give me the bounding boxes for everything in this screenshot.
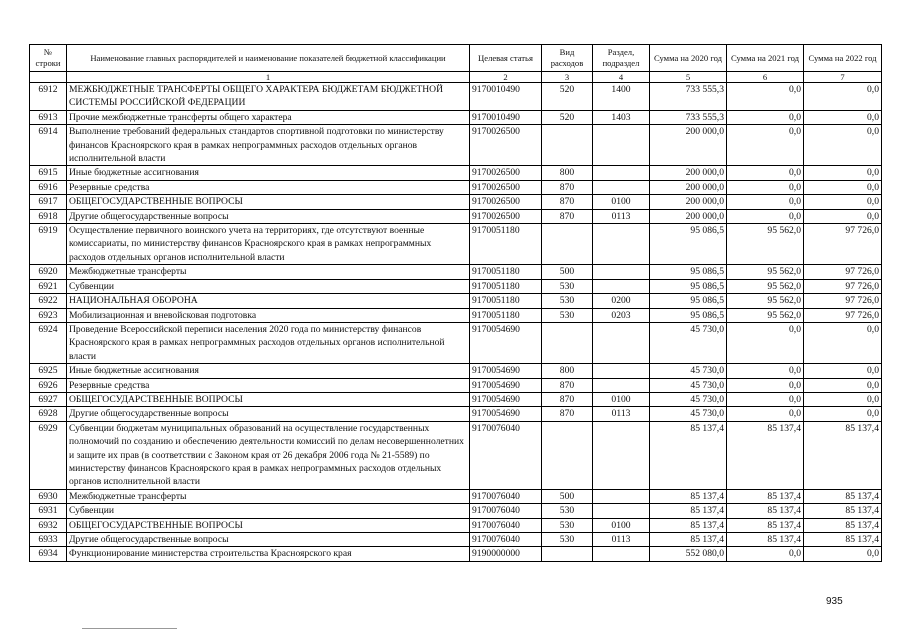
row-number-cell: 6914: [30, 125, 67, 166]
table-row: [30, 421, 882, 489]
sum-2021-cell: 95 562,0: [727, 265, 804, 279]
section-cell: [593, 279, 650, 293]
section-cell: 0100: [593, 195, 650, 209]
item-name-cell: ОБЩЕГОСУДАРСТВЕННЫЕ ВОПРОСЫ: [67, 392, 470, 406]
sum-2022-cell: 0,0: [804, 180, 882, 194]
item-name-cell: Осуществление первичного воинского учета на территориях, где отсутствуют военные комиссариаты, по министерству финансов Красноярского края в рамках непрограммных расходов отдельных органов исполнительной власти: [67, 224, 470, 265]
section-cell: 1403: [593, 110, 650, 124]
sum-2022-cell: 97 726,0: [804, 265, 882, 279]
item-name-cell: Иные бюджетные ассигнования: [67, 364, 470, 378]
section-cell: [593, 489, 650, 503]
section-cell: [593, 166, 650, 180]
sum-2022-cell: 0,0: [804, 166, 882, 180]
table-row: [30, 195, 882, 209]
row-number-cell: 6934: [30, 547, 67, 561]
header-name: Наименование главных распорядителей и наименование показателей бюджетной классификации: [67, 45, 470, 72]
table-row: [30, 308, 882, 322]
sum-2020-cell: 45 730,0: [650, 407, 727, 421]
target-article-cell: 9170076040: [470, 518, 542, 532]
item-name-cell: Иные бюджетные ассигнования: [67, 166, 470, 180]
table-row: [30, 224, 882, 265]
expense-type-cell: [542, 224, 593, 265]
row-number-cell: 6912: [30, 83, 67, 111]
expense-type-cell: 870: [542, 195, 593, 209]
sum-2020-cell: 45 730,0: [650, 378, 727, 392]
section-cell: [593, 224, 650, 265]
table-row: [30, 504, 882, 518]
section-cell: [593, 421, 650, 489]
sum-2022-cell: 97 726,0: [804, 224, 882, 265]
table-row: [30, 489, 882, 503]
target-article-cell: 9170051180: [470, 265, 542, 279]
column-number: 5: [650, 72, 727, 83]
sum-2022-cell: 97 726,0: [804, 308, 882, 322]
expense-type-cell: 500: [542, 265, 593, 279]
section-cell: 0113: [593, 533, 650, 547]
table-row: [30, 322, 882, 363]
sum-2021-cell: 0,0: [727, 125, 804, 166]
item-name-cell: Прочие межбюджетные трансферты общего характера: [67, 110, 470, 124]
sum-2021-cell: 0,0: [727, 378, 804, 392]
sum-2021-cell: 0,0: [727, 209, 804, 223]
target-article-cell: 9170054690: [470, 322, 542, 363]
target-article-cell: 9170051180: [470, 224, 542, 265]
target-article-cell: 9170054690: [470, 378, 542, 392]
header-row-number: № строки: [30, 45, 67, 72]
item-name-cell: Резервные средства: [67, 180, 470, 194]
target-article-cell: 9170026500: [470, 209, 542, 223]
column-number: 7: [804, 72, 882, 83]
column-number: 4: [593, 72, 650, 83]
column-number-empty: [30, 72, 67, 83]
expense-type-cell: 520: [542, 110, 593, 124]
row-number-cell: 6917: [30, 195, 67, 209]
target-article-cell: 9170010490: [470, 110, 542, 124]
sum-2020-cell: 200 000,0: [650, 209, 727, 223]
section-cell: [593, 322, 650, 363]
row-number-cell: 6925: [30, 364, 67, 378]
table-row: [30, 83, 882, 111]
sum-2021-cell: 95 562,0: [727, 279, 804, 293]
row-number-cell: 6932: [30, 518, 67, 532]
sum-2022-cell: 85 137,4: [804, 504, 882, 518]
row-number-cell: 6913: [30, 110, 67, 124]
section-cell: 0200: [593, 294, 650, 308]
sum-2020-cell: 200 000,0: [650, 125, 727, 166]
target-article-cell: 9170054690: [470, 392, 542, 406]
sum-2020-cell: 45 730,0: [650, 364, 727, 378]
row-number-cell: 6918: [30, 209, 67, 223]
item-name-cell: Выполнение требований федеральных стандартов спортивной подготовки по министерству финансов Красноярского края в рамках непрограммных расходов отдельных органов исполнительной власти: [67, 125, 470, 166]
sum-2022-cell: 85 137,4: [804, 518, 882, 532]
expense-type-cell: 500: [542, 489, 593, 503]
target-article-cell: 9170076040: [470, 504, 542, 518]
item-name-cell: Другие общегосударственные вопросы: [67, 407, 470, 421]
row-number-cell: 6933: [30, 533, 67, 547]
table-row: [30, 294, 882, 308]
sum-2020-cell: 45 730,0: [650, 322, 727, 363]
header-target-article: Целевая статья: [470, 45, 542, 72]
sum-2020-cell: 45 730,0: [650, 392, 727, 406]
sum-2020-cell: 200 000,0: [650, 195, 727, 209]
table-row: [30, 407, 882, 421]
header-section: Раздел, подраздел: [593, 45, 650, 72]
sum-2022-cell: 0,0: [804, 364, 882, 378]
sum-2022-cell: 0,0: [804, 322, 882, 363]
target-article-cell: 9170026500: [470, 166, 542, 180]
target-article-cell: 9170026500: [470, 180, 542, 194]
sum-2021-cell: 85 137,4: [727, 421, 804, 489]
item-name-cell: Субвенции: [67, 279, 470, 293]
sum-2022-cell: 97 726,0: [804, 279, 882, 293]
item-name-cell: МЕЖБЮДЖЕТНЫЕ ТРАНСФЕРТЫ ОБЩЕГО ХАРАКТЕРА БЮДЖЕТАМ БЮДЖЕТНОЙ СИСТЕМЫ РОССИЙСКОЙ ФЕДЕРАЦИИ: [67, 83, 470, 111]
table-row: [30, 279, 882, 293]
sum-2022-cell: 0,0: [804, 407, 882, 421]
column-number-row: [30, 72, 882, 83]
table-row: [30, 364, 882, 378]
sum-2022-cell: 85 137,4: [804, 421, 882, 489]
section-cell: 1400: [593, 83, 650, 111]
table-row: [30, 110, 882, 124]
section-cell: [593, 547, 650, 561]
sum-2020-cell: 85 137,4: [650, 518, 727, 532]
target-article-cell: 9170054690: [470, 364, 542, 378]
sum-2020-cell: 85 137,4: [650, 489, 727, 503]
expense-type-cell: 530: [542, 533, 593, 547]
sum-2020-cell: 733 555,3: [650, 110, 727, 124]
sum-2020-cell: 85 137,4: [650, 504, 727, 518]
expense-type-cell: 520: [542, 83, 593, 111]
target-article-cell: 9170026500: [470, 125, 542, 166]
item-name-cell: Проведение Всероссийской переписи населения 2020 года по министерству финансов Красноярского края в рамках непрограммных расходов отдельных органов исполнительной власти: [67, 322, 470, 363]
sum-2021-cell: 0,0: [727, 110, 804, 124]
sum-2021-cell: 85 137,4: [727, 533, 804, 547]
table-row: [30, 518, 882, 532]
expense-type-cell: 530: [542, 279, 593, 293]
sum-2020-cell: 95 086,5: [650, 279, 727, 293]
item-name-cell: Субвенции бюджетам муниципальных образований на осуществление государственных полномочий по созданию и обеспечению деятельности комиссий по делам несовершеннолетних и защите их прав (в соответствии с Законом края от 26 декабря 2006 года № 21-5589) по министерству финансов Красноярского края в рамках непрограммных расходов отдельных органов исполнительной власти: [67, 421, 470, 489]
row-number-cell: 6926: [30, 378, 67, 392]
target-article-cell: 9170076040: [470, 533, 542, 547]
expense-type-cell: 870: [542, 378, 593, 392]
sum-2022-cell: 0,0: [804, 195, 882, 209]
item-name-cell: Межбюджетные трансферты: [67, 489, 470, 503]
item-name-cell: Резервные средства: [67, 378, 470, 392]
sum-2020-cell: 95 086,5: [650, 294, 727, 308]
expense-type-cell: 800: [542, 364, 593, 378]
sum-2021-cell: 0,0: [727, 180, 804, 194]
target-article-cell: 9170054690: [470, 407, 542, 421]
target-article-cell: 9170026500: [470, 195, 542, 209]
sum-2020-cell: 85 137,4: [650, 533, 727, 547]
expense-type-cell: 870: [542, 209, 593, 223]
sum-2022-cell: 0,0: [804, 209, 882, 223]
column-number: 3: [542, 72, 593, 83]
section-cell: 0113: [593, 209, 650, 223]
item-name-cell: Другие общегосударственные вопросы: [67, 209, 470, 223]
target-article-cell: 9190000000: [470, 547, 542, 561]
header-sum-2020: Сумма на 2020 год: [650, 45, 727, 72]
table-row: [30, 166, 882, 180]
target-article-cell: 9170076040: [470, 421, 542, 489]
sum-2020-cell: 733 555,3: [650, 83, 727, 111]
sum-2022-cell: 0,0: [804, 83, 882, 111]
item-name-cell: ОБЩЕГОСУДАРСТВЕННЫЕ ВОПРОСЫ: [67, 195, 470, 209]
table-row: [30, 209, 882, 223]
sum-2021-cell: 0,0: [727, 407, 804, 421]
sum-2021-cell: 0,0: [727, 166, 804, 180]
sum-2020-cell: 200 000,0: [650, 180, 727, 194]
target-article-cell: 9170051180: [470, 308, 542, 322]
header-sum-2021: Сумма на 2021 год: [727, 45, 804, 72]
expense-type-cell: 530: [542, 294, 593, 308]
expense-type-cell: 870: [542, 407, 593, 421]
sum-2022-cell: 0,0: [804, 125, 882, 166]
expense-type-cell: [542, 547, 593, 561]
sum-2020-cell: 95 086,5: [650, 308, 727, 322]
sum-2021-cell: 0,0: [727, 195, 804, 209]
item-name-cell: Мобилизационная и вневойсковая подготовка: [67, 308, 470, 322]
item-name-cell: НАЦИОНАЛЬНАЯ ОБОРОНА: [67, 294, 470, 308]
table-row: [30, 265, 882, 279]
target-article-cell: 9170076040: [470, 489, 542, 503]
sum-2021-cell: 85 137,4: [727, 504, 804, 518]
expense-type-cell: 530: [542, 504, 593, 518]
table-row: [30, 533, 882, 547]
sum-2022-cell: 85 137,4: [804, 489, 882, 503]
section-cell: [593, 265, 650, 279]
target-article-cell: 9170010490: [470, 83, 542, 111]
sum-2020-cell: 95 086,5: [650, 224, 727, 265]
target-article-cell: 9170051180: [470, 294, 542, 308]
sum-2021-cell: 0,0: [727, 547, 804, 561]
item-name-cell: Субвенции: [67, 504, 470, 518]
expense-type-cell: 870: [542, 180, 593, 194]
expense-type-cell: 800: [542, 166, 593, 180]
header-expense-type: Вид расходов: [542, 45, 593, 72]
section-cell: 0113: [593, 407, 650, 421]
sum-2021-cell: 95 562,0: [727, 224, 804, 265]
sum-2021-cell: 0,0: [727, 322, 804, 363]
sum-2020-cell: 95 086,5: [650, 265, 727, 279]
sum-2021-cell: 95 562,0: [727, 294, 804, 308]
row-number-cell: 6929: [30, 421, 67, 489]
column-number: 6: [727, 72, 804, 83]
sum-2021-cell: 0,0: [727, 364, 804, 378]
item-name-cell: Межбюджетные трансферты: [67, 265, 470, 279]
sum-2022-cell: 0,0: [804, 378, 882, 392]
row-number-cell: 6930: [30, 489, 67, 503]
sum-2022-cell: 0,0: [804, 547, 882, 561]
header-sum-2022: Сумма на 2022 год: [804, 45, 882, 72]
table-body: [30, 83, 882, 562]
sum-2020-cell: 85 137,4: [650, 421, 727, 489]
row-number-cell: 6921: [30, 279, 67, 293]
section-cell: [593, 364, 650, 378]
column-number: 1: [67, 72, 470, 83]
sum-2021-cell: 85 137,4: [727, 489, 804, 503]
row-number-cell: 6922: [30, 294, 67, 308]
row-number-cell: 6920: [30, 265, 67, 279]
section-cell: 0203: [593, 308, 650, 322]
row-number-cell: 6927: [30, 392, 67, 406]
sum-2020-cell: 200 000,0: [650, 166, 727, 180]
row-number-cell: 6928: [30, 407, 67, 421]
sum-2022-cell: 97 726,0: [804, 294, 882, 308]
table-row: [30, 125, 882, 166]
sum-2021-cell: 0,0: [727, 83, 804, 111]
expense-type-cell: [542, 322, 593, 363]
row-number-cell: 6915: [30, 166, 67, 180]
section-cell: 0100: [593, 518, 650, 532]
table-row: [30, 378, 882, 392]
sum-2021-cell: 0,0: [727, 392, 804, 406]
item-name-cell: Функционирование министерства строительства Красноярского края: [67, 547, 470, 561]
sum-2022-cell: 0,0: [804, 110, 882, 124]
table-row: [30, 180, 882, 194]
sum-2021-cell: 95 562,0: [727, 308, 804, 322]
section-cell: [593, 378, 650, 392]
sum-2022-cell: 0,0: [804, 392, 882, 406]
budget-table: [29, 44, 882, 562]
page-number: 935: [826, 596, 843, 607]
row-number-cell: 6923: [30, 308, 67, 322]
table-row: [30, 547, 882, 561]
item-name-cell: ОБЩЕГОСУДАРСТВЕННЫЕ ВОПРОСЫ: [67, 518, 470, 532]
item-name-cell: Другие общегосударственные вопросы: [67, 533, 470, 547]
row-number-cell: 6931: [30, 504, 67, 518]
expense-type-cell: 530: [542, 518, 593, 532]
row-number-cell: 6916: [30, 180, 67, 194]
header-row: [30, 45, 882, 72]
sum-2020-cell: 552 080,0: [650, 547, 727, 561]
table-row: [30, 392, 882, 406]
expense-type-cell: 530: [542, 308, 593, 322]
section-cell: [593, 125, 650, 166]
section-cell: 0100: [593, 392, 650, 406]
budget-document: [29, 44, 881, 562]
expense-type-cell: [542, 421, 593, 489]
sum-2021-cell: 85 137,4: [727, 518, 804, 532]
section-cell: [593, 180, 650, 194]
section-cell: [593, 504, 650, 518]
row-number-cell: 6924: [30, 322, 67, 363]
target-article-cell: 9170051180: [470, 279, 542, 293]
expense-type-cell: 870: [542, 392, 593, 406]
sum-2022-cell: 85 137,4: [804, 533, 882, 547]
footer-rule: [82, 628, 177, 629]
expense-type-cell: [542, 125, 593, 166]
row-number-cell: 6919: [30, 224, 67, 265]
column-number: 2: [470, 72, 542, 83]
